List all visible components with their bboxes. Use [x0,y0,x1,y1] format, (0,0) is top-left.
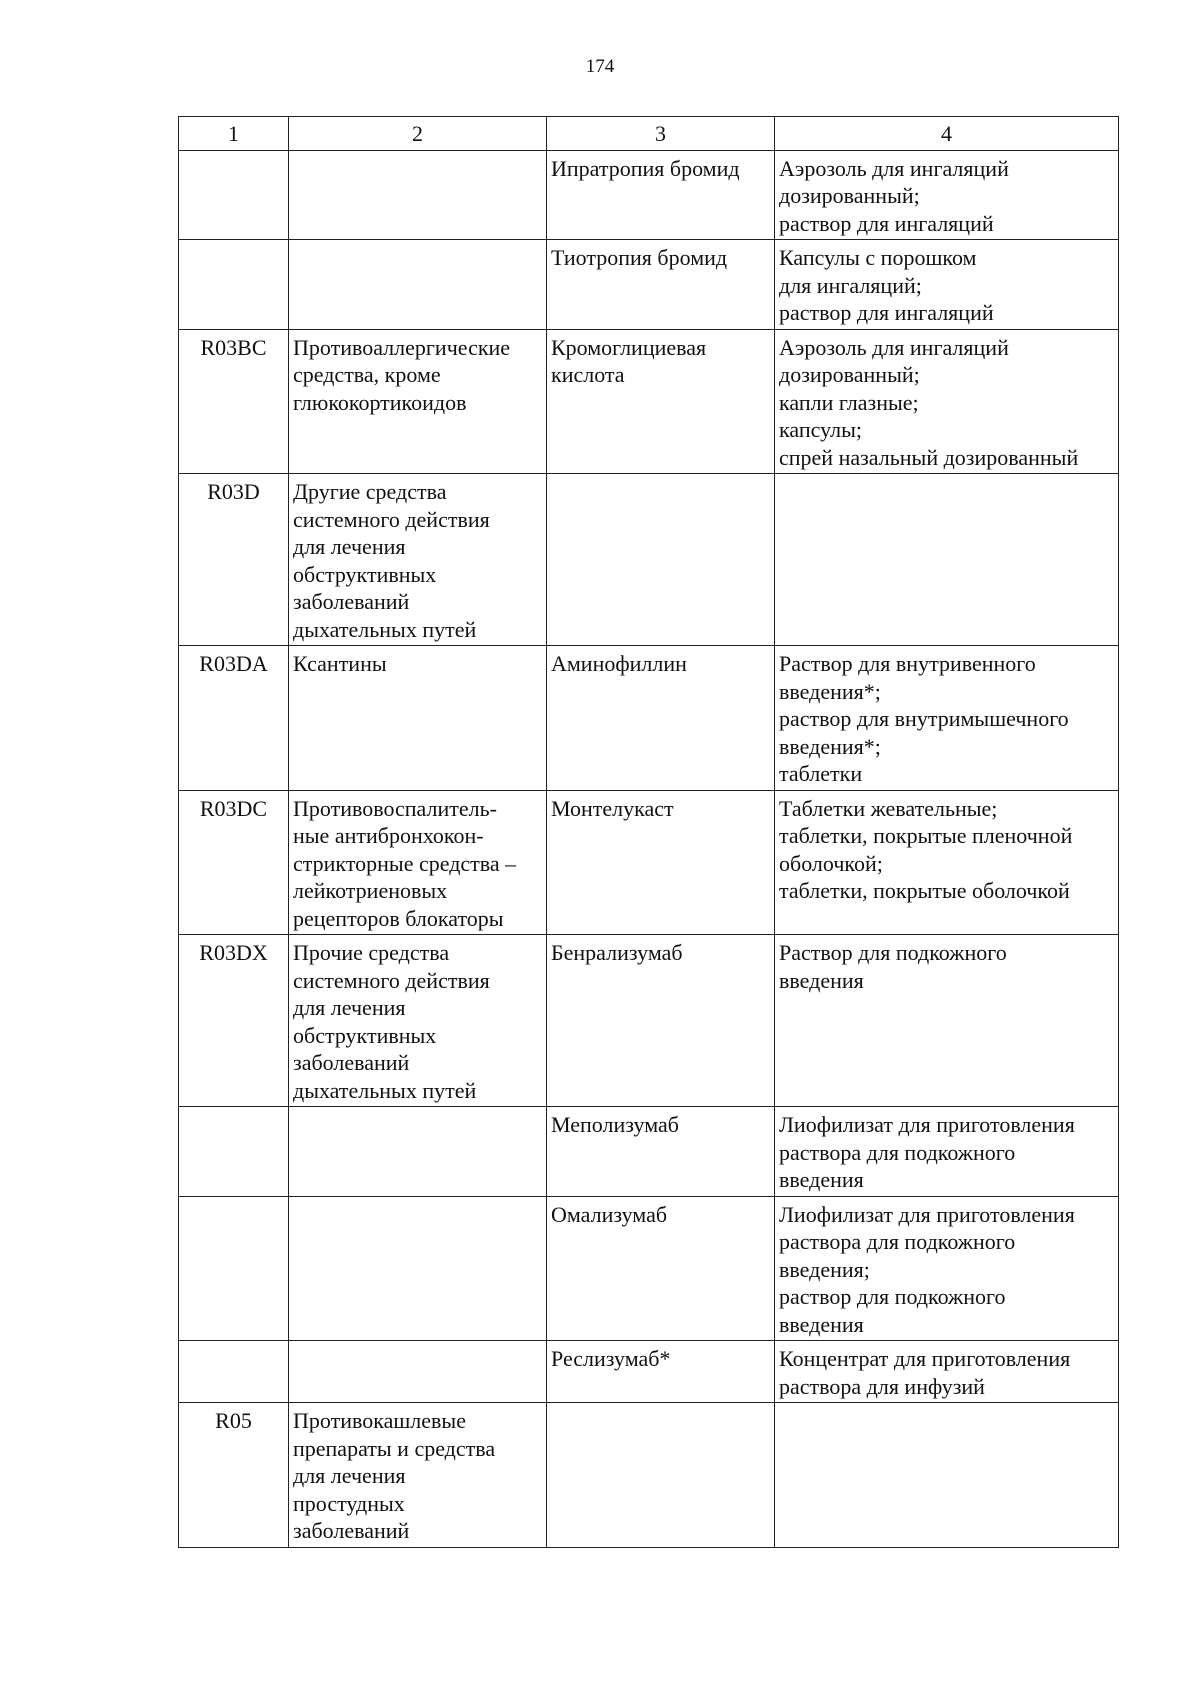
group-name-line: глюкокортикоидов [293,389,467,415]
substance-line: Реслизумаб* [551,1346,671,1371]
dosage-forms-line: раствор для внутримышечного [779,706,1069,731]
substance-cell [547,1196,775,1341]
group-name-line: заболеваний [293,1050,410,1075]
group-name-line: заболеваний [293,1518,410,1543]
table-row [179,1196,1119,1341]
dosage-forms-line: Раствор для подкожного [779,940,1007,965]
group-name-cell [289,646,547,791]
atc-code-cell: R05 [179,1403,289,1548]
group-name-line: Противокашлевые [293,1408,466,1433]
group-name-line: дыхательных путей [293,1077,477,1103]
table-row [179,474,1119,646]
substance-line: Тиотропия бромид [551,245,728,270]
dosage-forms-line: капли глазные; [779,389,919,415]
group-name-line: обструктивных [293,1022,437,1048]
group-name-line: для лечения [293,995,406,1020]
substance-line: Бенрализумаб [551,940,683,965]
atc-code-cell [179,150,289,240]
group-name-line: простудных [293,1490,405,1516]
atc-code-cell [179,240,289,330]
dosage-forms-cell [775,329,1119,474]
dosage-forms-line: введения [779,1311,864,1337]
table-row [179,790,1119,935]
dosage-forms-line: введения; [779,1256,870,1282]
group-name-cell [289,240,547,330]
substance-cell [547,329,775,474]
atc-code-cell: R03DA [179,646,289,791]
column-header-2: 2 [289,117,547,151]
group-name-line: препараты и средства [293,1435,496,1461]
table-row [179,329,1119,474]
table-row [179,1341,1119,1403]
group-name-cell [289,150,547,240]
group-name-line: для лечения [293,1463,406,1488]
group-name-line: лейкотриеновых [293,878,448,903]
dosage-forms-line: введения*; [779,733,881,759]
substance-line: Ипратропия бромид [551,155,740,181]
group-name-line: Противовоспалитель- [293,795,497,821]
group-name-cell [289,1341,547,1403]
table-row [179,646,1119,791]
substance-cell [547,1107,775,1197]
dosage-forms-line: Таблетки жевательные; [779,795,998,821]
table-row [179,1107,1119,1197]
table-body [179,117,1119,1548]
dosage-forms-line: спрей назальный дозированный [779,444,1079,470]
dosage-forms-line: капсулы; [779,417,862,442]
group-name-line: Противоаллергические [293,334,511,360]
column-header-1: 1 [179,117,289,151]
group-name-line: дыхательных путей [293,616,477,642]
group-name-cell [289,474,547,646]
dosage-forms-cell [775,646,1119,791]
substance-cell [547,790,775,935]
table-row [179,1403,1119,1548]
dosage-forms-line: раствор для ингаляций [779,210,994,236]
substance-cell [547,240,775,330]
group-name-line: Другие средства [293,479,447,504]
dosage-forms-cell [775,240,1119,330]
substance-cell [547,935,775,1107]
dosage-forms-cell [775,1107,1119,1197]
substance-cell [547,150,775,240]
dosage-forms-line: Лиофилизат для приготовления [779,1112,1075,1137]
dosage-forms-line: таблетки [779,761,863,786]
table-header-row [179,117,1119,151]
atc-code-cell [179,1341,289,1403]
group-name-line: средства, кроме [293,362,441,387]
atc-code-cell [179,1107,289,1197]
group-name-line: Ксантины [293,651,387,676]
group-name-line: ные антибронхокон- [293,823,484,848]
substance-cell [547,646,775,791]
table-row [179,935,1119,1107]
substance-line: Кромоглициевая [551,334,707,360]
dosage-forms-cell [775,1196,1119,1341]
dosage-forms-cell [775,150,1119,240]
atc-code-cell: R03D [179,474,289,646]
substance-line: кислота [551,362,625,387]
group-name-cell [289,790,547,935]
group-name-line: для лечения [293,534,406,559]
atc-code-cell: R03BC [179,329,289,474]
group-name-line: системного действия [293,506,490,532]
dosage-forms-line: раствор для ингаляций [779,300,994,325]
dosage-forms-line: раствора для инфузий [779,1373,985,1399]
group-name-line: рецепторов блокаторы [293,905,504,931]
group-name-line: Прочие средства [293,940,450,965]
group-name-line: стрикторные средства – [293,850,517,876]
dosage-forms-line: введения [779,967,864,993]
dosage-forms-line: раствора для подкожного [779,1139,1016,1165]
dosage-forms-cell [775,1403,1119,1548]
dosage-forms-cell [775,474,1119,646]
dosage-forms-line: Аэрозоль для ингаляций [779,155,1009,181]
substance-line: Омализумаб [551,1201,668,1227]
dosage-forms-line: Капсулы с порошком [779,245,977,270]
dosage-forms-line: введения*; [779,678,881,704]
table-row [179,150,1119,240]
dosage-forms-line: оболочкой; [779,850,883,876]
dosage-forms-line: для ингаляций; [779,272,922,298]
dosage-forms-line: таблетки, покрытые пленочной [779,823,1073,848]
dosage-forms-cell [775,935,1119,1107]
dosage-forms-line: таблетки, покрытые оболочкой [779,878,1070,903]
substance-cell [547,1403,775,1548]
column-header-3: 3 [547,117,775,151]
group-name-cell [289,329,547,474]
dosage-forms-cell [775,790,1119,935]
dosage-forms-line: введения [779,1167,864,1192]
dosage-forms-line: Концентрат для приготовления [779,1346,1071,1371]
dosage-forms-line: дозированный; [779,362,920,387]
group-name-cell [289,1403,547,1548]
substance-cell [547,1341,775,1403]
dosage-forms-line: Лиофилизат для приготовления [779,1201,1075,1227]
group-name-line: обструктивных [293,561,437,587]
dosage-forms-line: дозированный; [779,183,920,208]
dosage-forms-line: Раствор для внутривенного [779,651,1036,676]
page-number: 174 [585,56,615,77]
dosage-forms-line: раствора для подкожного [779,1229,1016,1254]
medication-table [178,116,1119,1548]
substance-line: Аминофиллин [551,651,687,676]
dosage-forms-line: Аэрозоль для ингаляций [779,334,1009,360]
group-name-line: заболеваний [293,589,410,614]
atc-code-cell [179,1196,289,1341]
atc-code-cell: R03DC [179,790,289,935]
group-name-line: системного действия [293,967,490,993]
dosage-forms-cell [775,1341,1119,1403]
substance-line: Меполизумаб [551,1112,679,1137]
substance-cell [547,474,775,646]
table-row [179,240,1119,330]
substance-line: Монтелукаст [551,795,674,821]
group-name-cell [289,1196,547,1341]
atc-code-cell: R03DX [179,935,289,1107]
dosage-forms-line: раствор для подкожного [779,1284,1006,1309]
group-name-cell [289,935,547,1107]
group-name-cell [289,1107,547,1197]
column-header-4: 4 [775,117,1119,151]
